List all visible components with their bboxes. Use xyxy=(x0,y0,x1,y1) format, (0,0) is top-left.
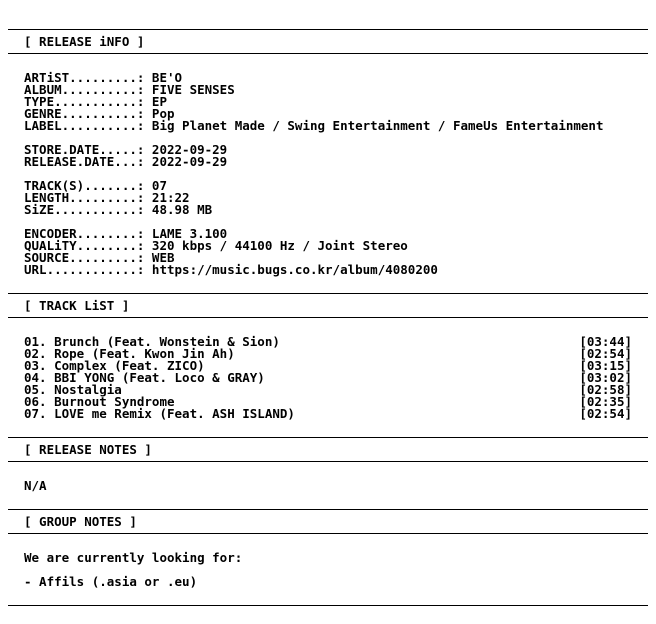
info-label: LABEL..........: Big Planet Made / Swing Entertainment / FameUs Entertainment xyxy=(24,118,604,133)
info-genre: GENRE..........: Pop xyxy=(24,106,175,121)
info-length: LENGTH.........: 21:22 xyxy=(24,190,190,205)
divider xyxy=(8,461,648,462)
info-url: URL............: https://music.bugs.co.kr/album/4080200 xyxy=(24,262,438,277)
group-notes-line: We are currently looking for: xyxy=(24,550,243,565)
divider xyxy=(8,437,648,438)
track-title: 07. LOVE me Remix (Feat. ASH ISLAND) xyxy=(24,406,295,421)
track-title: 06. Burnout Syndrome xyxy=(24,394,175,409)
divider xyxy=(8,533,648,534)
track-duration: [03:44] xyxy=(579,334,632,349)
divider xyxy=(8,53,648,54)
track-duration: [02:35] xyxy=(579,394,632,409)
track-title: 05. Nostalgia xyxy=(24,382,122,397)
info-size: SiZE...........: 48.98 MB xyxy=(24,202,213,217)
release-notes-heading: [ RELEASE NOTES ] xyxy=(24,442,152,457)
info-release-date: RELEASE.DATE...: 2022-09-29 xyxy=(24,154,228,169)
info-source: SOURCE.........: WEB xyxy=(24,250,175,265)
track-duration: [03:15] xyxy=(579,358,632,373)
track-title: 04. BBI YONG (Feat. Loco & GRAY) xyxy=(24,370,265,385)
divider xyxy=(8,509,648,510)
info-type: TYPE...........: EP xyxy=(24,94,167,109)
divider xyxy=(8,317,648,318)
group-notes-line: - Affils (.asia or .eu) xyxy=(24,574,198,589)
release-info-heading: [ RELEASE iNFO ] xyxy=(24,34,145,49)
divider xyxy=(8,293,648,294)
info-tracks: TRACK(S).......: 07 xyxy=(24,178,167,193)
track-title: 01. Brunch (Feat. Wonstein & Sion) xyxy=(24,334,280,349)
release-notes-text: N/A xyxy=(24,478,47,493)
info-quality: QUALiTY........: 320 kbps / 44100 Hz / Joint Stereo xyxy=(24,238,408,253)
track-title: 02. Rope (Feat. Kwon Jin Ah) xyxy=(24,346,235,361)
group-notes-heading: [ GROUP NOTES ] xyxy=(24,514,137,529)
info-encoder: ENCODER........: LAME 3.100 xyxy=(24,226,228,241)
track-title: 03. Complex (Feat. ZICO) xyxy=(24,358,205,373)
divider xyxy=(8,29,648,30)
info-artist: ARTiST.........: BE'O xyxy=(24,70,183,85)
track-duration: [02:54] xyxy=(579,346,632,361)
info-album: ALBUM..........: FIVE SENSES xyxy=(24,82,235,97)
track-duration: [02:58] xyxy=(579,382,632,397)
track-duration: [02:54] xyxy=(579,406,632,421)
divider xyxy=(8,605,648,606)
track-duration: [03:02] xyxy=(579,370,632,385)
track-list-heading: [ TRACK LiST ] xyxy=(24,298,130,313)
info-store-date: STORE.DATE.....: 2022-09-29 xyxy=(24,142,228,157)
